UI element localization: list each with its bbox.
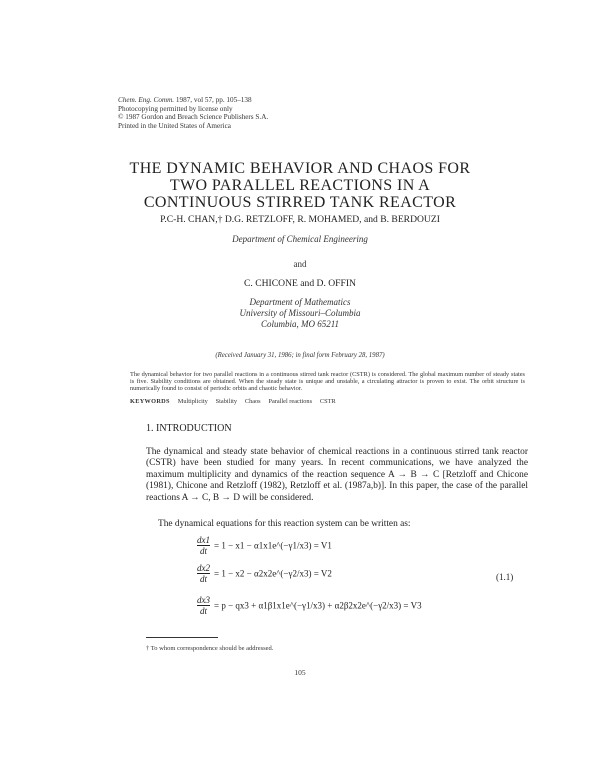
title-line-2: TWO PARALLEL REACTIONS IN A bbox=[169, 177, 431, 194]
eq3-rhs: = p − qx3 + α1β1x1e^(−γ1/x3) + α2β2x2e^(−γ2/x3) = V3 bbox=[214, 600, 422, 611]
page-number: 105 bbox=[294, 668, 306, 677]
title-line-3: CONTINUOUS STIRRED TANK REACTOR bbox=[143, 194, 457, 211]
and-separator: and bbox=[293, 259, 307, 269]
received-date: (Received January 31, 1986; in final form February 28, 1987) bbox=[215, 352, 385, 359]
dept2-line-1: Department of Mathematics bbox=[249, 297, 351, 307]
photocopy-notice: Photocopying permitted by license only bbox=[118, 104, 233, 113]
intro-paragraph-1: The dynamical and steady state behavior of chemical reactions in a continuous stirred tank reactor (CSTR) have been studied for many years. In recent communications, we have analyzed the maximum multiplicity and dynamics of the reaction sequence A → B → C [Retzloff and Chicone (1981), Chicone and Retzloff (1982), Retzloff et al. (1987a,b)]. In this paper, the case of the parallel reactions A → C, B → D will be considered. bbox=[146, 447, 528, 503]
journal-header bbox=[118, 96, 268, 130]
equation-2 bbox=[197, 563, 332, 584]
journal-name: Chem. Eng. Comm. bbox=[118, 96, 175, 104]
intro-paragraph-2: The dynamical equations for this reaction system can be written as: bbox=[158, 519, 411, 529]
author-list: P.C-H. CHAN,† D.G. RETZLOFF, R. MOHAMED, and B. BERDOUZI bbox=[160, 214, 440, 225]
footnote-divider bbox=[146, 637, 218, 638]
eq1-numerator: dx1 bbox=[197, 535, 210, 545]
department-mathematics bbox=[0, 297, 600, 330]
equation-number: (1.1) bbox=[496, 572, 514, 582]
section-heading-introduction: 1. INTRODUCTION bbox=[146, 423, 232, 434]
paper-title bbox=[0, 160, 600, 211]
author-list-2: C. CHICONE and D. OFFIN bbox=[244, 278, 356, 289]
footnote: † To whom correspondence should be addressed. bbox=[146, 645, 274, 652]
keywords-list: Multiplicity Stability Chaos Parallel reactions CSTR bbox=[169, 398, 336, 405]
eq1-denominator: dt bbox=[199, 546, 207, 556]
keywords-label: KEYWORDS bbox=[130, 398, 170, 405]
eq1-rhs: = 1 − x1 − α1x1e^(−γ1/x3) = V1 bbox=[214, 540, 332, 551]
eq2-rhs: = 1 − x2 − α2x2e^(−γ2/x3) = V2 bbox=[214, 568, 332, 579]
equation-1 bbox=[197, 535, 332, 556]
dept2-line-2: University of Missouri–Columbia bbox=[239, 308, 361, 318]
eq3-numerator: dx3 bbox=[197, 595, 210, 605]
dept2-line-3: Columbia, MO 65211 bbox=[260, 319, 340, 329]
equation-3 bbox=[197, 595, 422, 616]
abstract: The dynamical behavior for two parallel reactions in a continuous stirred tank reactor (CSTR) is considered. The global maximum number of steady states is five. Stability conditions are obtained. When the steady state is unique and unstable, a circulating attractor is proven to exist. The orbit structure is numerically found to consist of periodic orbits and chaotic behavior. bbox=[130, 371, 525, 393]
journal-citation: 1987, vol 57, pp. 105–138 bbox=[174, 96, 252, 104]
title-line-1: THE DYNAMIC BEHAVIOR AND CHAOS FOR bbox=[129, 160, 471, 177]
eq2-denominator: dt bbox=[199, 574, 207, 584]
eq3-denominator: dt bbox=[199, 606, 207, 616]
copyright-notice: © 1987 Gordon and Breach Science Publishers S.A. bbox=[118, 113, 269, 122]
printed-notice: Printed in the United States of America bbox=[118, 121, 231, 130]
eq2-numerator: dx2 bbox=[197, 563, 210, 573]
keywords bbox=[130, 398, 530, 405]
department-chemical-engineering: Department of Chemical Engineering bbox=[232, 234, 368, 244]
